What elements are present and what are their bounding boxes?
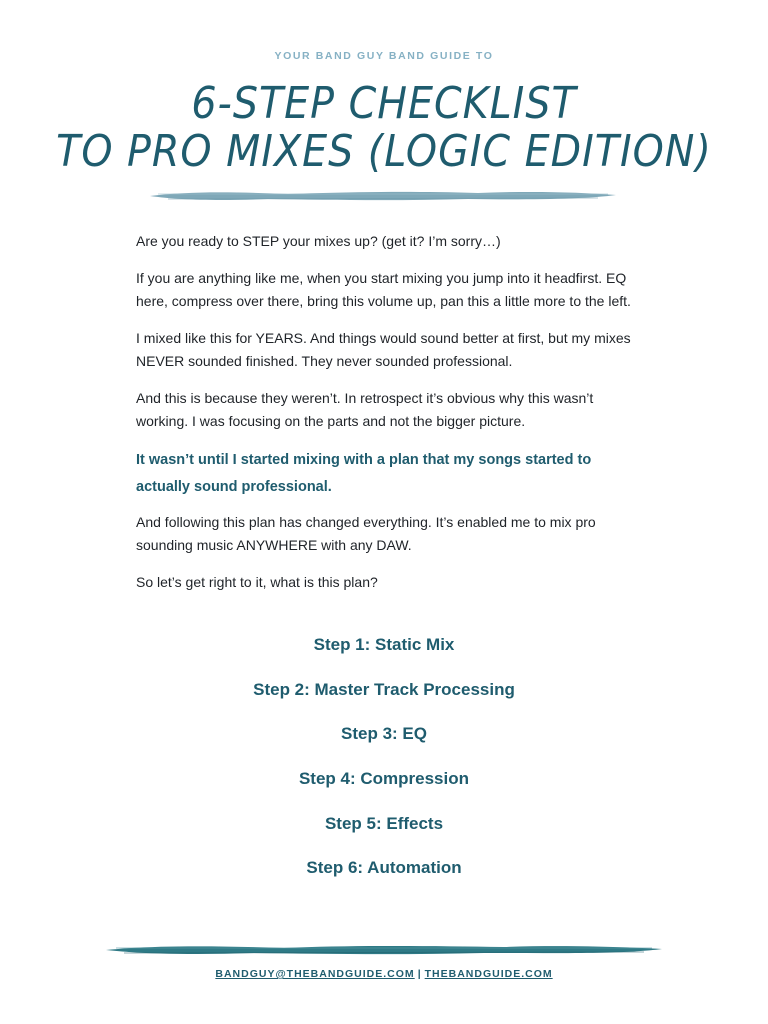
brush-stroke-divider-top [148,188,618,204]
step-4: Step 4: Compression [298,769,470,789]
highlight-statement: It wasn’t until I started mixing with a plan that my songs started to actually sound professional. [136,452,592,495]
intro-body [136,230,636,608]
page-title [0,80,768,176]
step-6: Step 6: Automation [306,858,462,878]
paragraph-5: And following this plan has changed everything. It’s enabled me to mix pro sounding music ANYWHERE with any DAW. [136,514,596,553]
title-line-2: TO PRO MIXES (LOGIC EDITION) [56,126,712,177]
step-3: Step 3: EQ [341,724,427,744]
guide-eyebrow: YOUR BAND GUY BAND GUIDE TO [274,50,494,62]
step-2: Step 2: Master Track Processing [253,679,515,699]
title-line-1: 6-STEP CHECKLIST [191,78,577,129]
paragraph-2: If you are anything like me, when you start mixing you jump into it headfirst. EQ here, compress over there, bring this volume up, pan this a little more to the left. [136,270,631,309]
footer-contact [0,968,768,980]
step-5: Step 5: Effects [324,813,444,833]
step-1: Step 1: Static Mix [313,635,455,654]
brush-stroke-divider-bottom [104,942,664,958]
website-link[interactable]: THEBANDGUIDE.COM [424,968,553,980]
email-link[interactable]: BANDGUY@THEBANDGUIDE.COM [215,968,415,980]
paragraph-3: I mixed like this for YEARS. And things would sound better at first, but my mixes NEVER sounded finished. They never sounded professional. [136,330,631,369]
paragraph-1: Are you ready to STEP your mixes up? (get it? I’m sorry…) [136,233,501,249]
paragraph-6: So let’s get right to it, what is this plan? [136,574,378,590]
steps-list [0,630,768,898]
paragraph-4: And this is because they weren’t. In retrospect it’s obvious why this wasn’t working. I was focusing on the parts and not the bigger picture. [136,390,594,429]
footer-separator: | [417,968,422,980]
